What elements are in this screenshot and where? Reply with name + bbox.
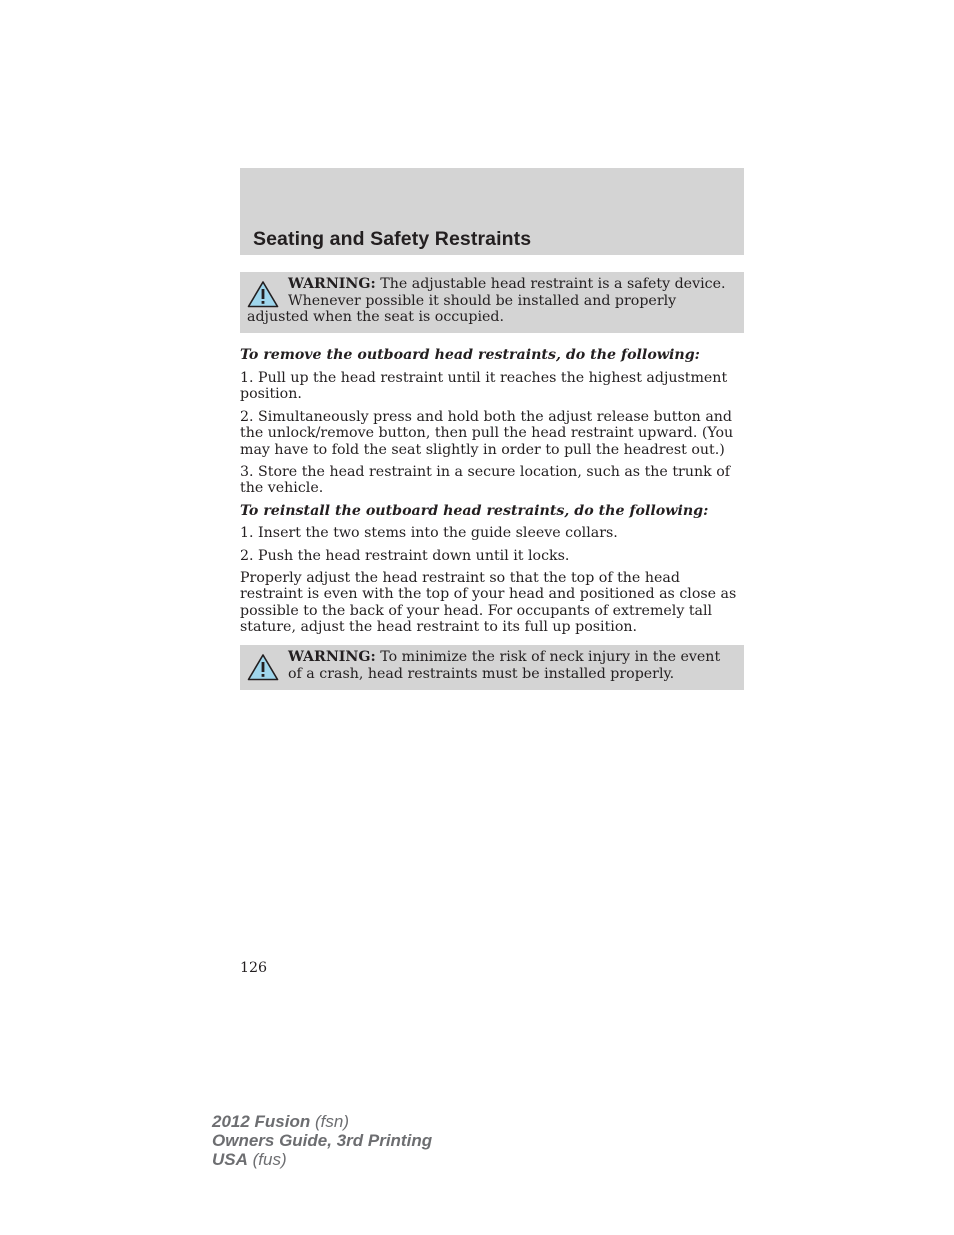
step-text: 2. Simultaneously press and hold both the adjust release button and the unlock/remove button, then pull the head restraint upward. (You may have to fold the seat slightly in order to pull the headrest out.)	[240, 409, 734, 458]
warning-box	[240, 645, 744, 690]
warning-text: The adjustable head restraint is a safety device. Whenever possible it should be installed and properly adjusted when the seat is occupied.	[247, 276, 726, 325]
warning-label: WARNING:	[288, 276, 376, 292]
remove-heading: To remove the outboard head restraints, do the following:	[240, 347, 700, 363]
section-header-band	[240, 168, 744, 255]
footer-line-model	[212, 1112, 432, 1131]
step-text: 1. Insert the two stems into the guide sleeve collars.	[240, 525, 618, 541]
reinstall-heading: To reinstall the outboard head restraints, do the following:	[240, 503, 709, 519]
remove-step-1	[240, 370, 744, 403]
footer-market: USA	[212, 1150, 248, 1169]
step-text: 3. Store the head restraint in a secure location, such as the trunk of the vehicle.	[240, 464, 730, 497]
footer-model: 2012 Fusion	[212, 1112, 311, 1131]
remove-step-3	[240, 464, 744, 497]
remove-step-2	[240, 409, 744, 458]
reinstall-step-1	[240, 525, 744, 541]
warning-triangle-icon	[247, 280, 279, 308]
footer-guide: Owners Guide, 3rd Printing	[212, 1131, 433, 1150]
warning-box	[240, 272, 744, 333]
warning-label: WARNING:	[288, 649, 376, 665]
reinstall-section	[240, 503, 744, 519]
note-text: Properly adjust the head restraint so that the top of the head restraint is even with the top of your head and positioned as close as possible to the back of your head. For occupants of extremely tall stature, adjust the head restraint to its full up position.	[240, 570, 737, 635]
footer-model-code: (fsn)	[310, 1112, 349, 1131]
footer-market-code: (fus)	[247, 1150, 287, 1169]
warning-triangle-icon	[247, 653, 279, 681]
reinstall-step-2	[240, 548, 744, 564]
footer-line-guide	[212, 1131, 432, 1150]
remove-section	[240, 347, 744, 363]
adjust-note	[240, 570, 744, 635]
warning-text: To minimize the risk of neck injury in the event of a crash, head restraints must be installed properly.	[288, 649, 721, 682]
document-footer	[212, 1112, 432, 1169]
step-text: 1. Pull up the head restraint until it reaches the highest adjustment position.	[240, 370, 728, 403]
page-number: 126	[240, 960, 268, 976]
footer-line-market	[212, 1150, 432, 1169]
section-title: Seating and Safety Restraints	[253, 228, 532, 250]
step-text: 2. Push the head restraint down until it locks.	[240, 548, 570, 564]
